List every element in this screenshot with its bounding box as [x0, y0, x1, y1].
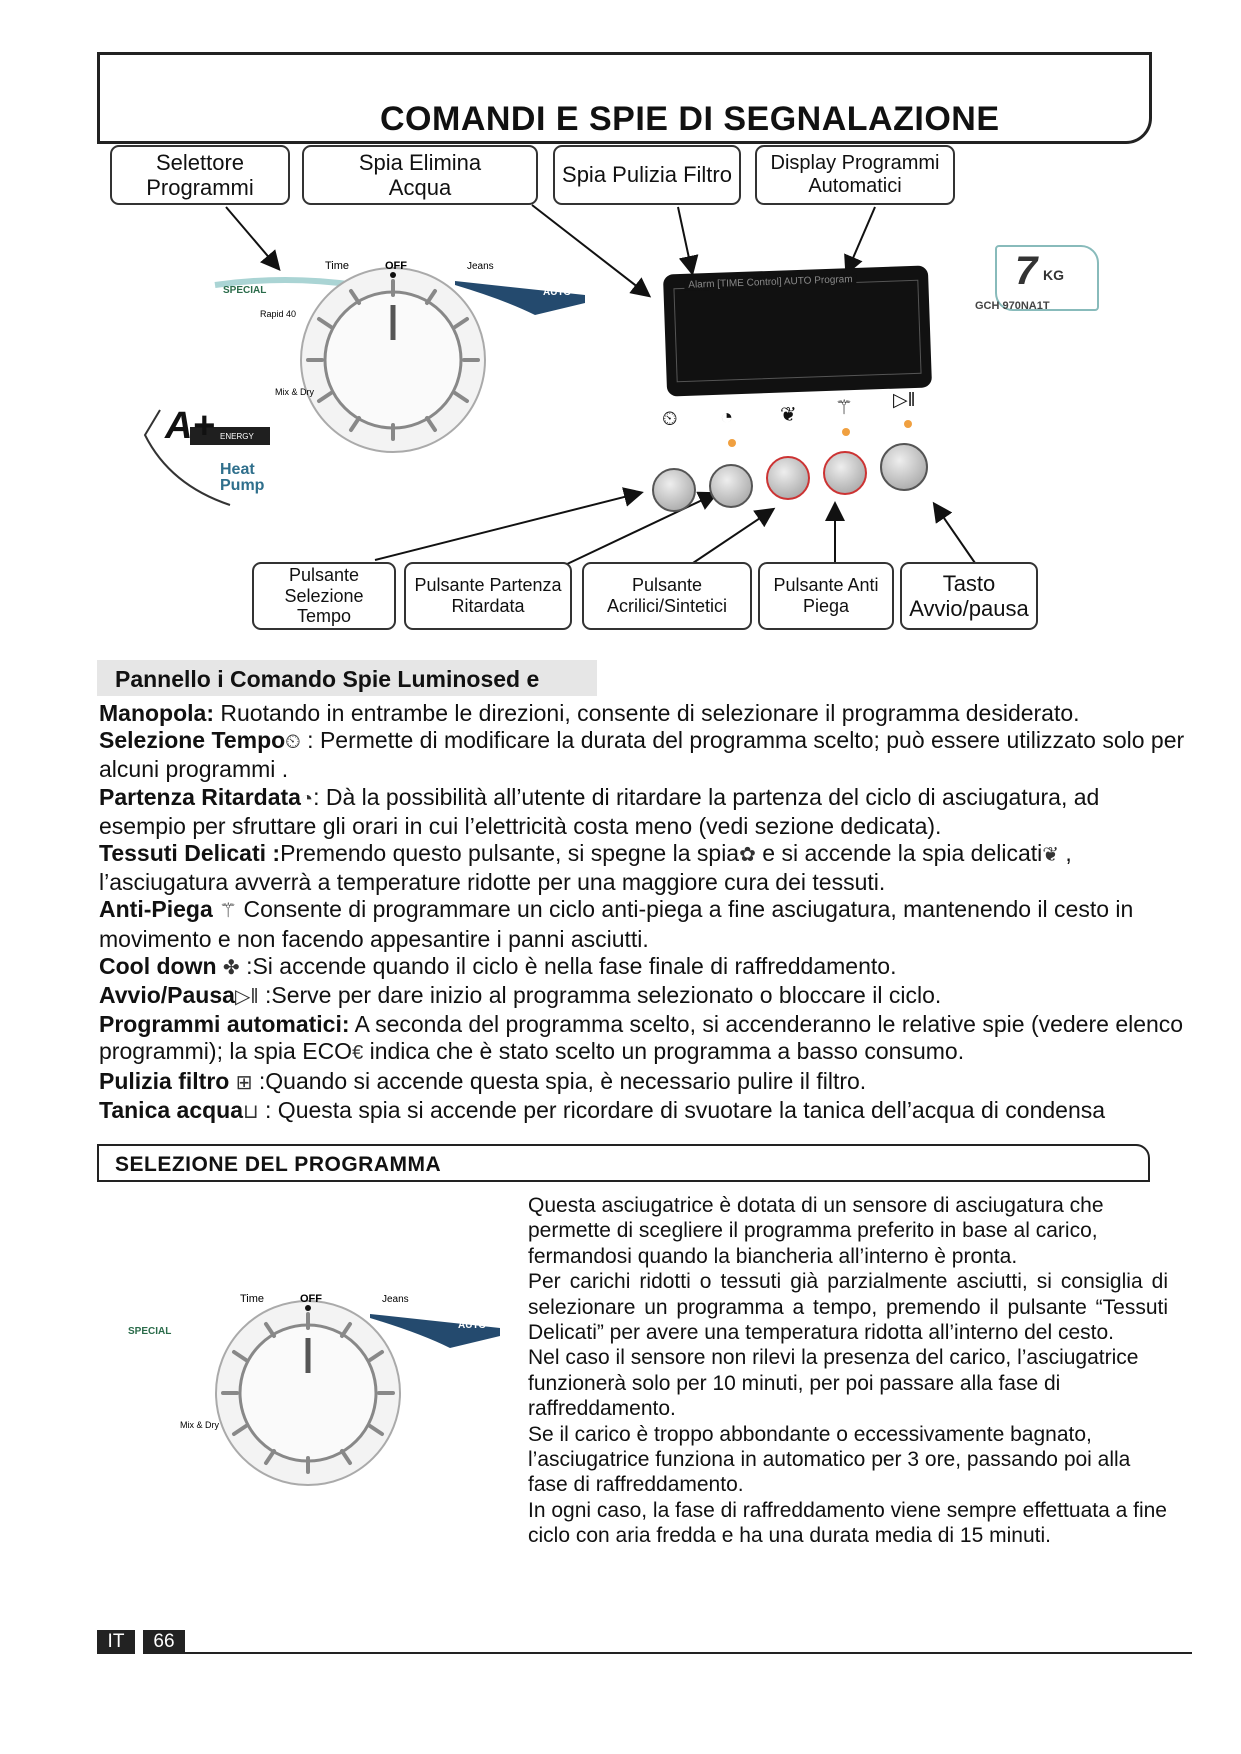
- controls-description: [99, 700, 1189, 1126]
- dial2-off-label: OFF: [300, 1293, 322, 1305]
- label-spia-pulizia-filtro: Spia Pulizia Filtro: [553, 145, 741, 205]
- item-manopola: Manopola: Ruotando in entrambe le direzioni, consente di selezionare il programma desiderato.: [99, 700, 1080, 726]
- play-pause-small-icon: ▷‖: [234, 986, 259, 1009]
- capacity-unit: KG: [1043, 267, 1064, 283]
- paragraph-4: Se il carico è troppo abbondante o eccessivamente bagnato, l’asciugatrice funziona in automatico per 3 ore, passando poi alla fase di raffreddamento.: [528, 1422, 1131, 1497]
- energy-class: A+: [165, 405, 215, 447]
- label-tasto-avvio-pausa: Tasto Avvio/pausa: [900, 562, 1038, 630]
- label-display-programmi: Display Programmi Automatici: [755, 145, 955, 205]
- dial2-time-label: Time: [240, 1293, 265, 1305]
- dial2-auto-label: AUTO: [458, 1320, 487, 1331]
- dial-special-label: SPECIAL: [223, 285, 267, 296]
- section1-title: Pannello i Comando Spie Luminosed e: [115, 666, 540, 692]
- anti-crease-icon: ⚚: [835, 397, 853, 419]
- page-number: 66: [143, 1630, 185, 1654]
- filter-icon: ⊞: [235, 1071, 253, 1094]
- paragraph-5: In ogni caso, la fase di raffreddamento viene sempre effettuata a fine ciclo con aria fredda e ha una durata media di 15 minuti.: [528, 1498, 1167, 1548]
- energy-sub: ENERGY: [220, 432, 254, 441]
- item-partenza-ritardata: Partenza Ritardata◔: Dà la possibilità all’utente di ritardare la partenza del ciclo di asciugatura, ad esempio per sfruttare gli orari in cui l’elettricità costa meno (vedi sezione dedicata).: [99, 783, 1100, 839]
- time-select-button[interactable]: [652, 468, 696, 512]
- dial-auto-label: AUTO: [543, 287, 572, 298]
- indicator-led-antipiega: [842, 428, 850, 436]
- item-cool-down: Cool down ✤ :Si accende quando il ciclo è nella fase finale di raffreddamento.: [99, 953, 1189, 982]
- anti-crease-shirt-icon: ⚚: [219, 900, 238, 923]
- anti-crease-button[interactable]: [823, 451, 867, 495]
- label-pulsante-partenza-ritardata: Pulsante Partenza Ritardata: [404, 562, 572, 630]
- delicate-icon: ❦: [780, 404, 797, 426]
- paragraph-1: Questa asciugatrice è dotata di un sensore di asciugatura che permette di scegliere il programma preferito in base al carico, fermandosi quando la biancheria all’interno è pronta.: [528, 1194, 1104, 1268]
- automatic-display-panel: Alarm [TIME Control] AUTO Program: [663, 265, 932, 396]
- indicator-led-avvio: [904, 420, 912, 428]
- label-pulsante-selezione-tempo: Pulsante Selezione Tempo: [252, 562, 396, 630]
- water-tank-icon: ⊔: [243, 1100, 259, 1123]
- item-anti-piega: Anti-Piega ⚚ Consente di programmare un ciclo anti-piega a fine asciugatura, mantenendo il cesto in movimento e non facendo appesantire i panni asciutti.: [99, 896, 1134, 952]
- delay-icon: ◔: [300, 787, 314, 810]
- fan-icon: ✤: [222, 956, 240, 979]
- indicator-led-delay: [728, 439, 736, 447]
- start-pause-button[interactable]: [880, 443, 928, 491]
- delay-start-button[interactable]: [709, 464, 753, 508]
- dial-off-label: OFF: [385, 260, 407, 272]
- dial2-jeans-label: Jeans: [382, 1294, 409, 1305]
- label-selettore-programmi: Selettore Programmi: [110, 145, 290, 205]
- item-programmi-automatici: Programmi automatici: A seconda del programma scelto, si accenderanno le relative spie (vedere elenco programmi); la spia ECO€ indica che è stato scelto un programma a basso consumo.: [99, 1011, 1189, 1067]
- program-dial-small: [120, 1288, 500, 1488]
- capacity-value: 7: [1015, 249, 1038, 293]
- dial-time-label: Time: [325, 260, 350, 272]
- item-pulizia-filtro: Pulizia filtro ⊞ :Quando si accende questa spia, è necessario pulire il filtro.: [99, 1068, 1189, 1097]
- language-tag: IT: [97, 1630, 135, 1654]
- clock-icon: ⏲: [662, 408, 678, 430]
- model-number: GCH 970NA1T: [975, 300, 1050, 312]
- paragraph-3: Nel caso il sensore non rilevi la presenza del carico, l’asciugatrice funzionerà solo per 10 minuti, per poi passare alla fase di raffreddamento.: [528, 1346, 1139, 1421]
- dial-jeans-label: Jeans: [467, 261, 494, 272]
- label-spia-elimina-acqua: Spia Elimina Acqua: [302, 145, 538, 205]
- item-tanica-acqua: Tanica acqua⊔ : Questa spia si accende per ricordare di svuotare la tanica dell’acqua di condensa: [99, 1097, 1189, 1126]
- section2-title: SELEZIONE DEL PROGRAMMA: [115, 1153, 442, 1176]
- label-pulsante-anti-piega: Pulsante Anti Piega: [758, 562, 894, 630]
- dial-rapid-label: Rapid 40: [260, 309, 297, 319]
- cotton-icon: ✿: [739, 844, 756, 867]
- timer-icon: ⏲: [285, 731, 301, 754]
- dial-mixdry-label: Mix & Dry: [275, 387, 314, 397]
- dial2-mixdry-label: Mix & Dry: [180, 1420, 219, 1430]
- delicate-button[interactable]: [766, 456, 810, 500]
- program-selection-text: [528, 1193, 1168, 1549]
- paragraph-2: Per carichi ridotti o tessuti già parzialmente asciutti, si consiglia di selezionare un programma a tempo, premendo il pulsante “Tessuti Delicati” per avere una temperatura ridotta all’interno del cesto.: [528, 1270, 1168, 1345]
- play-pause-icon: ▷‖: [893, 390, 916, 411]
- delicate-leaf-icon: ❦: [1042, 844, 1060, 867]
- item-selezione-tempo: Selezione Tempo⏲ : Permette di modificare la durata del programma scelto; può essere utilizzato solo per alcuni programmi .: [99, 727, 1185, 783]
- eco-icon: €: [352, 1042, 364, 1065]
- energy-badge: [140, 405, 300, 515]
- item-avvio-pausa: Avvio/Pausa▷‖ :Serve per dare inizio al programma selezionato o bloccare il ciclo.: [99, 982, 1189, 1011]
- label-pulsante-acrilici: Pulsante Acrilici/Sintetici: [582, 562, 752, 630]
- page-title: COMANDI E SPIE DI SEGNALAZIONE: [380, 100, 1000, 138]
- footer-rule: [185, 1652, 1192, 1654]
- heat-pump-text: Heat Pump: [220, 461, 265, 494]
- delay-start-icon: ◔: [720, 404, 734, 429]
- dial2-special-label: SPECIAL: [128, 1326, 172, 1337]
- item-tessuti-delicati: Tessuti Delicati :Premendo questo pulsante, si spegne la spia✿ e si accende la spia delicati❦ , l’asciugatura avverrà a temperature ridotte per una maggiore cura dei tessuti.: [99, 840, 1072, 896]
